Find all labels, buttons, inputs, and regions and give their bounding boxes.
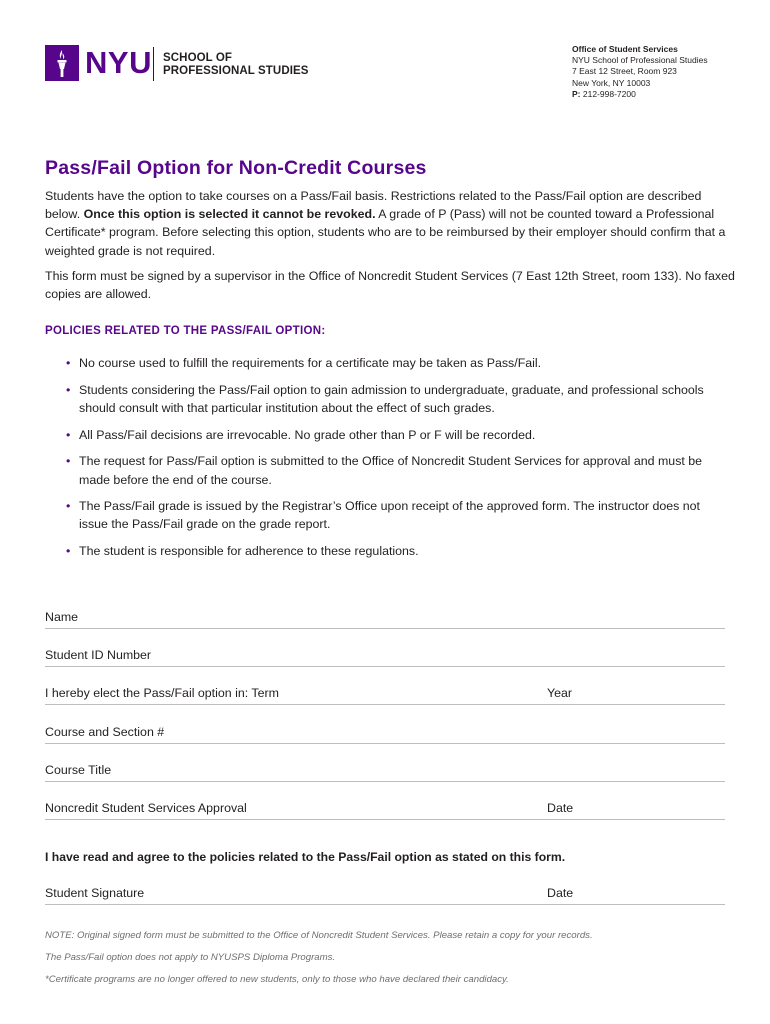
school-name-line-1: SCHOOL OF [163,52,233,64]
note-original-form: NOTE: Original signed form must be submitted to the Office of Noncredit Student Services. Please retain a copy for your records. [45,930,593,941]
intro-text-1: Students have the option to take courses on a Pass/Fail basis. Restrictions related to the Pass/Fail option are described below. [45,189,702,222]
policy-text: No course used to fulfill the requirements for a certificate may be taken as Pass/Fail. [79,356,542,370]
page-title: Pass/Fail Option for Non-Credit Courses [45,157,427,179]
bullet-icon: • [66,544,71,559]
policy-item [66,426,706,444]
office-address-line-1: NYU School of Professional Studies [572,55,708,66]
policy-text: All Pass/Fail decisions are irrevocable. No grade other than P or F will be recorded. [79,427,536,442]
school-name [163,52,309,78]
note-certificate-programs: *Certificate programs are no longer offered to new students, only to those who have declared their candidacy. [45,974,509,985]
term-label: I hereby elect the Pass/Fail option in: Term [45,686,279,700]
school-name-line-2: PROFESSIONAL STUDIES [163,65,309,77]
office-title: Office of Student Services [572,44,678,54]
bullet-icon: • [66,427,71,442]
agreement-statement: I have read and agree to the policies related to the Pass/Fail option as stated on this form. [45,850,566,864]
office-address-line-3: New York, NY 10003 [572,77,651,88]
approval-date-label: Date [547,801,574,815]
intro-paragraph [45,187,735,260]
approval-field[interactable] [45,799,725,820]
policies-list [66,354,706,569]
phone-label: P: [572,88,581,99]
phone-number: 212-998-7200 [582,88,636,99]
policy-text: The student is responsible for adherence to these regulations. [79,544,419,559]
supervisor-paragraph: This form must be signed by a supervisor in the Office of Noncredit Student Services (7 East 12th Street, room 133). No faxed copies are allowed. [45,269,735,302]
policy-item [66,542,706,560]
policy-text: The Pass/Fail grade is issued by the Registrar’s Office upon receipt of the approved form. The instructor does not issue the Pass/Fail grade on the grade report. [79,499,701,532]
note-diploma-programs: The Pass/Fail option does not apply to NYUSPS Diploma Programs. [45,952,336,963]
name-label: Name [45,610,79,624]
bullet-icon: • [66,382,71,397]
bullet-icon: • [66,454,71,469]
signature-label: Student Signature [45,886,145,900]
intro-text-2: A grade of P (Pass) will not be counted toward a Professional Certificate* program. Before selecting this option, students who are to be reimbursed by their employer should confirm that a weighted grade is not required. [45,207,726,258]
office-contact-block [572,44,708,100]
nyu-wordmark: NYU [85,45,152,80]
policy-text: The request for Pass/Fail option is submitted to the Office of Noncredit Student Services for approval and must be made before the end of the course. [79,454,703,487]
student-id-label: Student ID Number [45,648,152,662]
policy-item [66,452,706,488]
signature-date-label: Date [547,886,574,900]
course-section-field[interactable] [45,723,725,744]
course-title-label: Course Title [45,763,112,777]
year-label: Year [547,686,573,700]
policy-item [66,381,706,417]
office-address-line-2: 7 East 12 Street, Room 923 [572,66,677,77]
nyu-torch-logo-icon [45,45,79,81]
policy-item [66,497,706,533]
policy-item [66,354,706,372]
term-year-field[interactable] [45,684,725,705]
logo-divider [153,47,154,81]
policy-text: Students considering the Pass/Fail option to gain admission to undergraduate, graduate, and professional schools should consult with that particular institution about the effect of such grades. [79,382,704,415]
approval-label: Noncredit Student Services Approval [45,801,247,815]
policies-heading: POLICIES RELATED TO THE PASS/FAIL OPTION: [45,325,326,337]
name-field[interactable] [45,608,725,629]
course-section-label: Course and Section # [45,725,165,739]
student-id-field[interactable] [45,646,725,667]
bullet-icon: • [66,499,71,514]
bullet-icon: • [66,356,71,370]
office-phone [572,89,708,100]
signature-field[interactable] [45,884,725,905]
course-title-field[interactable] [45,761,725,782]
intro-bold-text: Once this option is selected it cannot be revoked. [83,207,376,222]
